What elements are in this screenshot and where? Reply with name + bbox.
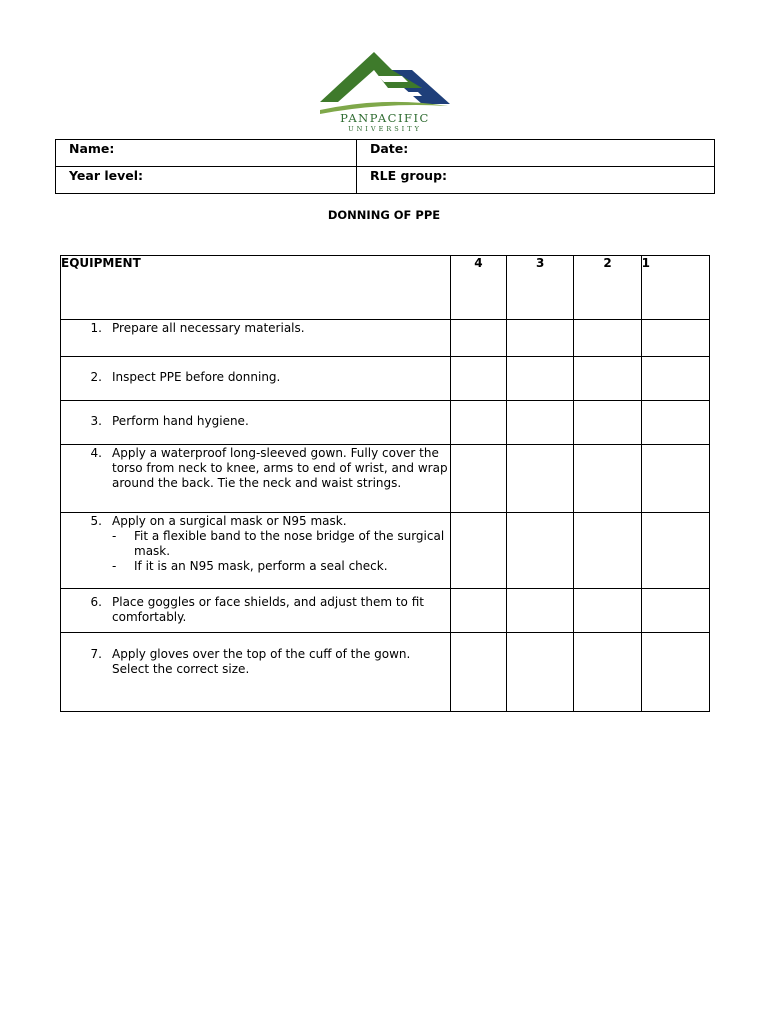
score-cell-3[interactable] <box>507 633 574 712</box>
rubric-header-row <box>61 256 710 320</box>
item-cell <box>61 513 451 589</box>
score-cell-2[interactable] <box>574 357 641 401</box>
score-cell-1[interactable] <box>641 589 709 633</box>
info-row <box>56 140 715 167</box>
score-cell-4[interactable] <box>450 357 506 401</box>
item-number: 7. <box>90 647 102 661</box>
score-cell-2[interactable] <box>574 320 641 357</box>
score-cell-3[interactable] <box>507 445 574 513</box>
name-label: Name: <box>69 141 115 156</box>
score-cell-2[interactable] <box>574 445 641 513</box>
document-title: DONNING OF PPE <box>327 208 441 222</box>
item-cell <box>61 445 451 513</box>
rle-group-label: RLE group: <box>370 168 448 183</box>
sub-bullet <box>112 559 450 574</box>
bullet-text: If it is an N95 mask, perform a seal check. <box>134 559 388 573</box>
score-cell-2[interactable] <box>574 589 641 633</box>
score-cell-3[interactable] <box>507 401 574 445</box>
logo-sub: UNIVERSITY <box>348 125 422 133</box>
table-row <box>61 401 710 445</box>
date-label: Date: <box>370 141 409 156</box>
score-cell-4[interactable] <box>450 320 506 357</box>
score-cell-4[interactable] <box>450 513 506 589</box>
sub-bullet <box>112 529 450 559</box>
score-cell-1[interactable] <box>641 357 709 401</box>
student-info-table <box>55 139 715 194</box>
score-cell-4[interactable] <box>450 401 506 445</box>
table-row <box>61 357 710 401</box>
rubric-table <box>60 255 710 712</box>
bullet-text: Fit a flexible band to the nose bridge of the surgical mask. <box>134 529 445 558</box>
table-row <box>61 513 710 589</box>
table-row <box>61 589 710 633</box>
score-cell-3[interactable] <box>507 589 574 633</box>
table-row <box>61 445 710 513</box>
item-cell <box>61 589 451 633</box>
item-number: 5. <box>90 514 102 528</box>
item-number: 1. <box>90 321 102 335</box>
score-cell-1[interactable] <box>641 401 709 445</box>
header-score-2: 2 <box>574 256 641 320</box>
table-row <box>61 320 710 357</box>
item-text <box>112 514 450 574</box>
bullet-dash: - <box>112 559 117 573</box>
score-cell-2[interactable] <box>574 633 641 712</box>
item-text: Apply a waterproof long-sleeved gown. Fully cover the torso from neck to knee, arms to end of wrist, and wrap around the back. Tie the neck and waist strings. <box>112 446 448 490</box>
score-cell-4[interactable] <box>450 633 506 712</box>
bullet-dash: - <box>112 529 117 543</box>
item-text: Apply gloves over the top of the cuff of the gown. Select the correct size. <box>112 647 411 676</box>
header-equipment: EQUIPMENT <box>61 256 451 320</box>
info-row <box>56 167 715 194</box>
score-cell-1[interactable] <box>641 633 709 712</box>
rle-group-field[interactable] <box>357 167 715 194</box>
score-cell-1[interactable] <box>641 320 709 357</box>
year-level-label: Year level: <box>69 168 144 183</box>
header-score-3: 3 <box>507 256 574 320</box>
logo-wordmark <box>318 112 452 133</box>
year-level-field[interactable] <box>56 167 357 194</box>
score-cell-4[interactable] <box>450 589 506 633</box>
item-number: 6. <box>90 595 102 609</box>
item-text: Inspect PPE before donning. <box>112 370 281 384</box>
header-score-1: 1 <box>641 256 709 320</box>
item-cell <box>61 357 451 401</box>
score-cell-3[interactable] <box>507 320 574 357</box>
score-cell-3[interactable] <box>507 513 574 589</box>
score-cell-2[interactable] <box>574 513 641 589</box>
table-row <box>61 633 710 712</box>
score-cell-2[interactable] <box>574 401 641 445</box>
item-text: Perform hand hygiene. <box>112 414 249 428</box>
item-number: 2. <box>90 370 102 384</box>
header-score-4: 4 <box>450 256 506 320</box>
item-text: Prepare all necessary materials. <box>112 321 305 335</box>
item-text-main: Apply on a surgical mask or N95 mask. <box>112 514 347 528</box>
item-text: Place goggles or face shields, and adjust them to fit comfortably. <box>112 595 424 624</box>
score-cell-3[interactable] <box>507 357 574 401</box>
item-cell <box>61 401 451 445</box>
item-cell <box>61 320 451 357</box>
item-cell <box>61 633 451 712</box>
score-cell-1[interactable] <box>641 513 709 589</box>
item-number: 3. <box>90 414 102 428</box>
score-cell-4[interactable] <box>450 445 506 513</box>
name-field[interactable] <box>56 140 357 167</box>
item-number: 4. <box>90 446 102 460</box>
date-field[interactable] <box>357 140 715 167</box>
score-cell-1[interactable] <box>641 445 709 513</box>
logo-name: PANPACIFIC <box>340 111 430 125</box>
